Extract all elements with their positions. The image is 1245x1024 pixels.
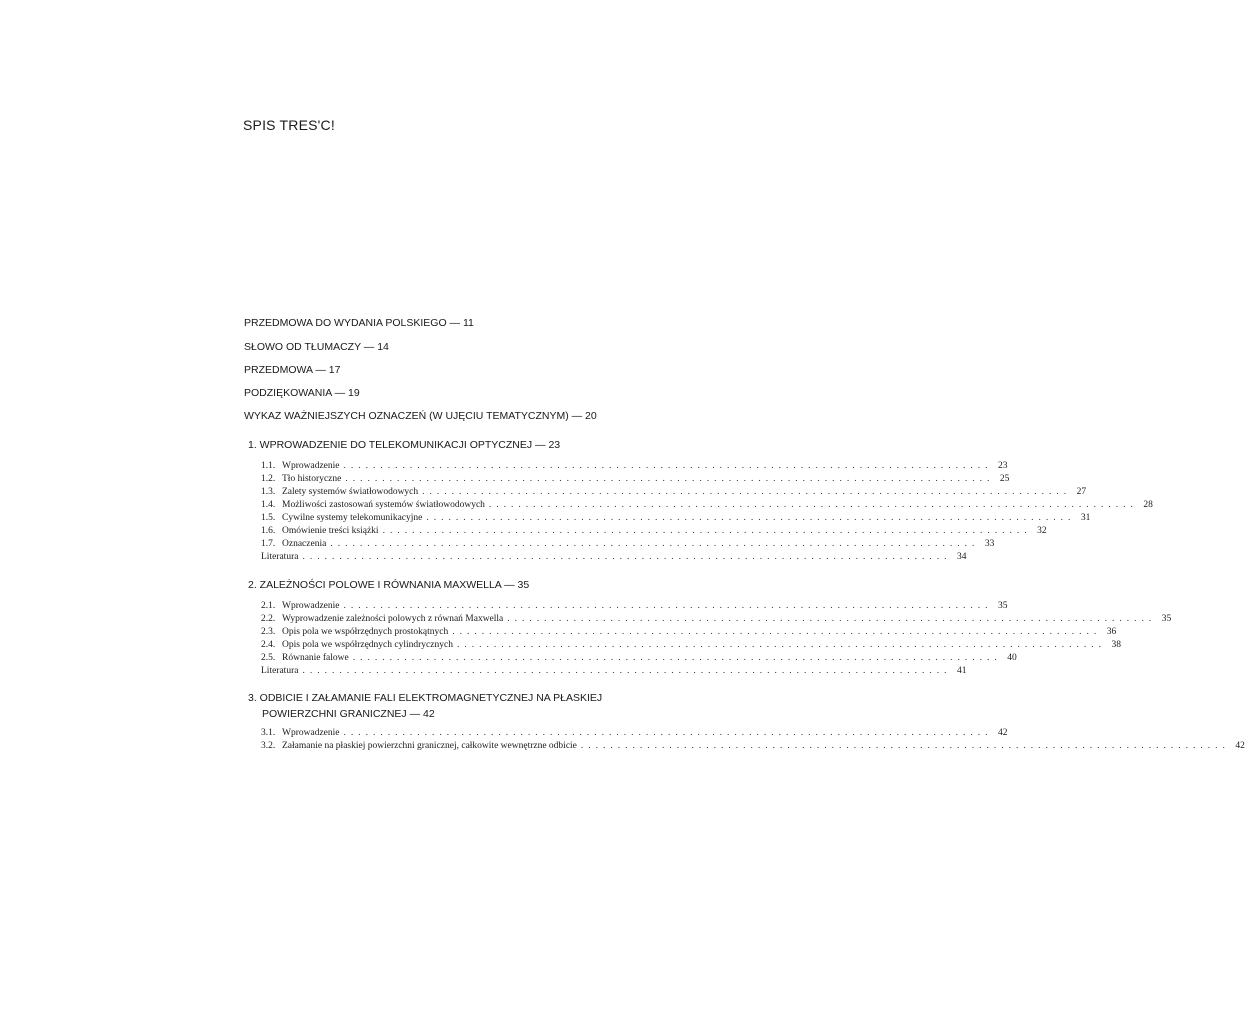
entry-number: 1.6. <box>261 526 276 536</box>
toc-entry <box>261 460 1008 472</box>
entry-number: 2.4. <box>261 640 276 650</box>
front-matter-item: SŁOWO OD TŁUMACZY — 14 <box>244 341 389 353</box>
toc-entry <box>261 551 967 563</box>
chapter-heading <box>248 690 668 722</box>
front-matter-item: PRZEDMOWA — 17 <box>244 364 341 376</box>
entry-title: Wyprowadzenie zależności polowych z równań Maxwella <box>282 614 504 624</box>
entry-title: Literatura <box>261 666 299 676</box>
entry-number: 2.5. <box>261 653 276 663</box>
entry-number: 1.5. <box>261 513 276 523</box>
entry-number: 3.2. <box>261 741 276 751</box>
entry-title: Cywilne systemy telekomunikacyjne <box>282 513 423 523</box>
dot-leader: ........................................................................................ <box>343 601 993 611</box>
dot-leader: ........................................................................................ <box>343 728 993 738</box>
entry-title: Opis pola we współrzędnych prostokątnych <box>282 627 449 637</box>
page-title: SPIS TRES'C! <box>243 117 335 133</box>
entry-number: 1.3. <box>261 487 276 497</box>
entry-number: 1.4. <box>261 500 276 510</box>
entry-title: Wprowadzenie <box>282 461 340 471</box>
entry-title: Wprowadzenie <box>282 728 340 738</box>
dot-leader: ........................................................................................ <box>507 614 1157 624</box>
toc-entry <box>261 499 1153 511</box>
front-matter-item: PRZEDMOWA DO WYDANIA POLSKIEGO — 11 <box>244 317 474 329</box>
toc-entry <box>261 538 995 550</box>
chapter-heading-text: 3. ODBICIE I ZAŁAMANIE FALI ELEKTROMAGNETYCZNEJ NA PŁASKIEJ POWIERZCHNI GRANICZNEJ — 42 <box>248 692 603 720</box>
entry-title: Tło historyczne <box>282 474 342 484</box>
entry-title: Możliwości zastosowań systemów światłowodowych <box>282 500 485 510</box>
toc-entry <box>261 525 1047 537</box>
dot-leader: ........................................................................................ <box>330 539 980 549</box>
entry-page: 38 <box>1111 640 1121 650</box>
entry-page: 27 <box>1076 487 1087 497</box>
dot-leader: ........................................................................................ <box>488 500 1138 510</box>
toc-entry <box>261 600 1008 612</box>
entry-title: Oznaczenia <box>282 539 327 549</box>
entry-title: Omówienie treści książki <box>282 526 379 536</box>
entry-number: 2.3. <box>261 627 276 637</box>
toc-entry <box>261 727 1008 739</box>
entry-page: 32 <box>1037 526 1047 536</box>
entry-page: 35 <box>998 601 1008 611</box>
entry-number: 2.2. <box>261 614 276 624</box>
entry-page: 28 <box>1143 500 1153 510</box>
entry-title: Zalety systemów światłowodowych <box>282 487 419 497</box>
toc-entry <box>261 639 1121 651</box>
entry-page: 42 <box>998 728 1008 738</box>
toc-entry <box>261 626 1117 638</box>
front-matter-item: PODZIĘKOWANIA — 19 <box>244 387 360 399</box>
dot-leader: ........................................................................................ <box>345 474 995 484</box>
dot-leader: ........................................................................................ <box>352 653 1002 663</box>
dot-leader: ........................................................................................ <box>422 487 1072 497</box>
toc-entry <box>261 613 1172 625</box>
dot-leader: ........................................................................................ <box>580 741 1230 751</box>
entry-page: 31 <box>1080 513 1091 523</box>
chapter-heading: 2. ZALEŻNOŚCI POLOWE I RÓWNANIA MAXWELLA — 35 <box>248 579 530 591</box>
toc-entry <box>261 665 967 677</box>
toc-entry <box>261 486 1087 498</box>
dot-leader: ........................................................................................ <box>302 666 952 676</box>
entry-page: 33 <box>984 539 995 549</box>
entry-number: 1.1. <box>261 461 276 471</box>
entry-page: 35 <box>1161 614 1172 624</box>
entry-title: Równanie falowe <box>282 653 349 663</box>
entry-page: 25 <box>999 474 1010 484</box>
toc-entry <box>261 473 1010 485</box>
toc-entry <box>261 512 1091 524</box>
entry-number: 2.1. <box>261 601 276 611</box>
entry-page: 40 <box>1007 653 1017 663</box>
entry-page: 41 <box>956 666 967 676</box>
entry-number: 1.2. <box>261 474 276 484</box>
entry-page: 23 <box>998 461 1008 471</box>
toc-entry <box>261 740 1245 752</box>
entry-page: 36 <box>1106 627 1117 637</box>
dot-leader: ........................................................................................ <box>456 640 1106 650</box>
front-matter-item: WYKAZ WAŻNIEJSZYCH OZNACZEŃ (W UJĘCIU TEMATYCZNYM) — 20 <box>244 410 597 422</box>
entry-number: 1.7. <box>261 539 276 549</box>
dot-leader: ........................................................................................ <box>382 526 1032 536</box>
entry-title: Opis pola we współrzędnych cylindrycznych <box>282 640 453 650</box>
dot-leader: ........................................................................................ <box>452 627 1102 637</box>
chapter-heading: 1. WPROWADZENIE DO TELEKOMUNIKACJI OPTYCZNEJ — 23 <box>248 439 561 451</box>
entry-page: 34 <box>956 552 967 562</box>
dot-leader: ........................................................................................ <box>302 552 952 562</box>
dot-leader: ........................................................................................ <box>343 461 993 471</box>
entry-title: Wprowadzenie <box>282 601 340 611</box>
toc-entry <box>261 652 1017 664</box>
entry-number: 3.1. <box>261 728 276 738</box>
entry-title: Literatura <box>261 552 299 562</box>
entry-title: Załamanie na płaskiej powierzchni granicznej, całkowite wewnętrzne odbicie <box>282 741 577 751</box>
dot-leader: ........................................................................................ <box>426 513 1076 523</box>
entry-page: 42 <box>1235 741 1245 751</box>
